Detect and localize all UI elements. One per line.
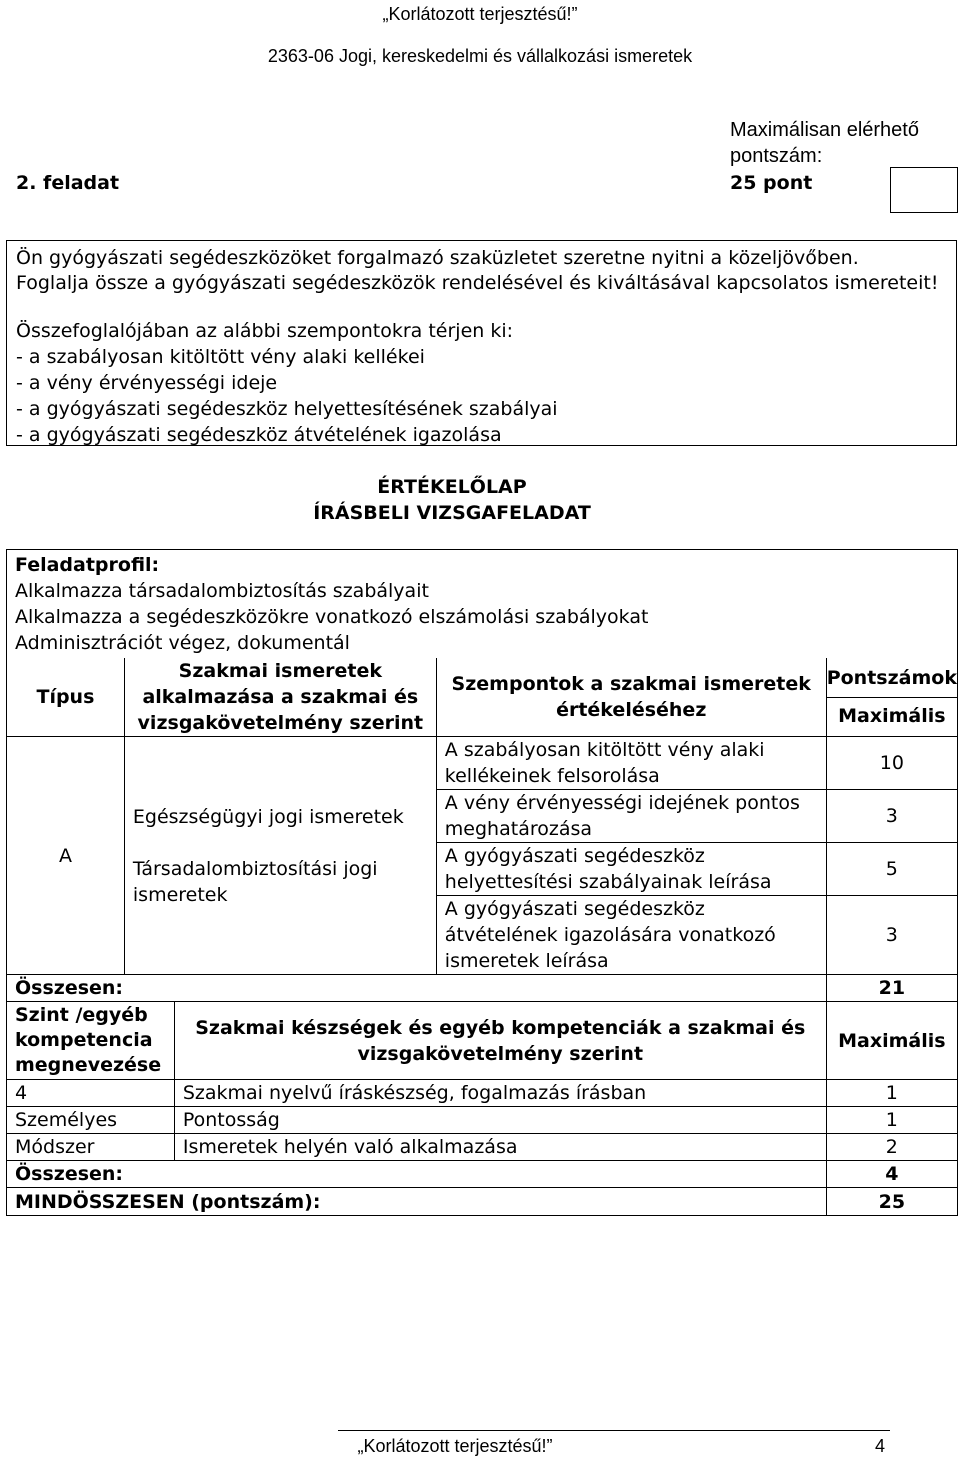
skills-max-header: Maximális	[826, 1002, 957, 1080]
subtotal-value: 21	[826, 975, 957, 1002]
col-type-header: Típus	[7, 658, 125, 737]
footer-rule	[338, 1430, 890, 1431]
restriction-header: „Korlátozott terjesztésű!”	[382, 4, 578, 24]
knowledge-item: Társadalombiztosítási jogi ismeretek	[132, 857, 378, 906]
type-cell: A	[7, 737, 125, 975]
criteria-row: A gyógyászati segédeszköz helyettesítési szabályainak leírása	[436, 843, 826, 896]
skill-points: 1	[826, 1080, 957, 1107]
criteria-row: A vény érvényességi idejének pontos meghatározása	[436, 790, 826, 843]
score-box	[890, 167, 958, 213]
criteria-points: 3	[826, 790, 957, 843]
skill-level: Személyes	[7, 1107, 175, 1134]
subtotal-label: Összesen:	[7, 1161, 827, 1188]
restriction-footer: „Korlátozott terjesztésű!”	[357, 1436, 553, 1456]
task-line: Ön gyógyászati segédeszközöket forgalmazó szaküzletet szeretne nyitni a közeljövőben.	[16, 247, 859, 269]
skill-level: Módszer	[7, 1134, 175, 1161]
task-line: - a vény érvényességi ideje	[16, 372, 278, 394]
criteria-points: 10	[826, 737, 957, 790]
col-criteria-header: Szempontok a szakmai ismeretek értékeléséhez	[436, 658, 826, 737]
task-line: - a gyógyászati segédeszköz átvételének igazolása	[16, 424, 502, 446]
max-label-1: Maximálisan elérhető	[730, 119, 919, 141]
profile-label: Feladatprofil:	[15, 554, 160, 576]
col-points-header	[826, 658, 957, 737]
profile-line: Alkalmazza társadalombiztosítás szabályait	[15, 580, 429, 602]
grand-total-label: MINDÖSSZESEN (pontszám):	[7, 1188, 827, 1216]
skill-desc: Ismeretek helyén való alkalmazása	[174, 1134, 826, 1161]
subtotal-value: 4	[826, 1161, 957, 1188]
task-line: - a szabályosan kitöltött vény alaki kellékei	[16, 346, 425, 368]
exam-code: 2363-06 Jogi, kereskedelmi és vállalkozási ismeretek	[267, 46, 693, 66]
task-line: Foglalja össze a gyógyászati segédeszközök rendelésével és kiváltásával kapcsolatos ismereteit!	[16, 272, 939, 294]
knowledge-item: Egészségügyi jogi ismeretek	[132, 805, 404, 828]
grand-total-value: 25	[826, 1188, 957, 1216]
skill-points: 1	[826, 1107, 957, 1134]
task-number: 2. feladat	[16, 172, 120, 194]
task-line: - a gyógyászati segédeszköz helyettesítésének szabályai	[16, 398, 558, 420]
col-knowledge-header: Szakmai ismeretek alkalmazása a szakmai és vizsgakövetelmény szerint	[124, 658, 436, 737]
skill-points: 2	[826, 1134, 957, 1161]
max-label-2: pontszám:	[730, 145, 823, 167]
points-label: Pontszámok	[827, 659, 957, 698]
criteria-row: A szabályosan kitöltött vény alaki kellékeinek felsorolása	[436, 737, 826, 790]
profile-line: Adminisztrációt végez, dokumentál	[15, 632, 350, 654]
skills-level-header: Szint /egyéb kompetencia megnevezése	[7, 1002, 175, 1080]
max-points: 25 pont	[730, 172, 813, 194]
task-line: Összefoglalójában az alábbi szempontokra térjen ki:	[16, 320, 514, 342]
profile-cell	[7, 550, 958, 659]
criteria-row: A gyógyászati segédeszköz átvételének igazolására vonatkozó ismeretek leírása	[436, 896, 826, 975]
profile-line: Alkalmazza a segédeszközökre vonatkozó elszámolási szabályokat	[15, 606, 649, 628]
sheet-subtitle: ÍRÁSBELI VIZSGAFELADAT	[313, 502, 591, 524]
evaluation-table	[6, 549, 958, 1216]
criteria-points: 3	[826, 896, 957, 975]
max-label: Maximális	[838, 705, 946, 727]
skills-desc-header: Szakmai készségek és egyéb kompetenciák a szakmai és vizsgakövetelmény szerint	[174, 1002, 826, 1080]
skill-level: 4	[7, 1080, 175, 1107]
criteria-points: 5	[826, 843, 957, 896]
knowledge-cell	[124, 737, 436, 975]
skill-desc: Szakmai nyelvű íráskészség, fogalmazás írásban	[174, 1080, 826, 1107]
sheet-title: ÉRTÉKELŐLAP	[377, 476, 527, 498]
page-number: 4	[874, 1436, 885, 1456]
subtotal-label: Összesen:	[7, 975, 827, 1002]
skill-desc: Pontosság	[174, 1107, 826, 1134]
